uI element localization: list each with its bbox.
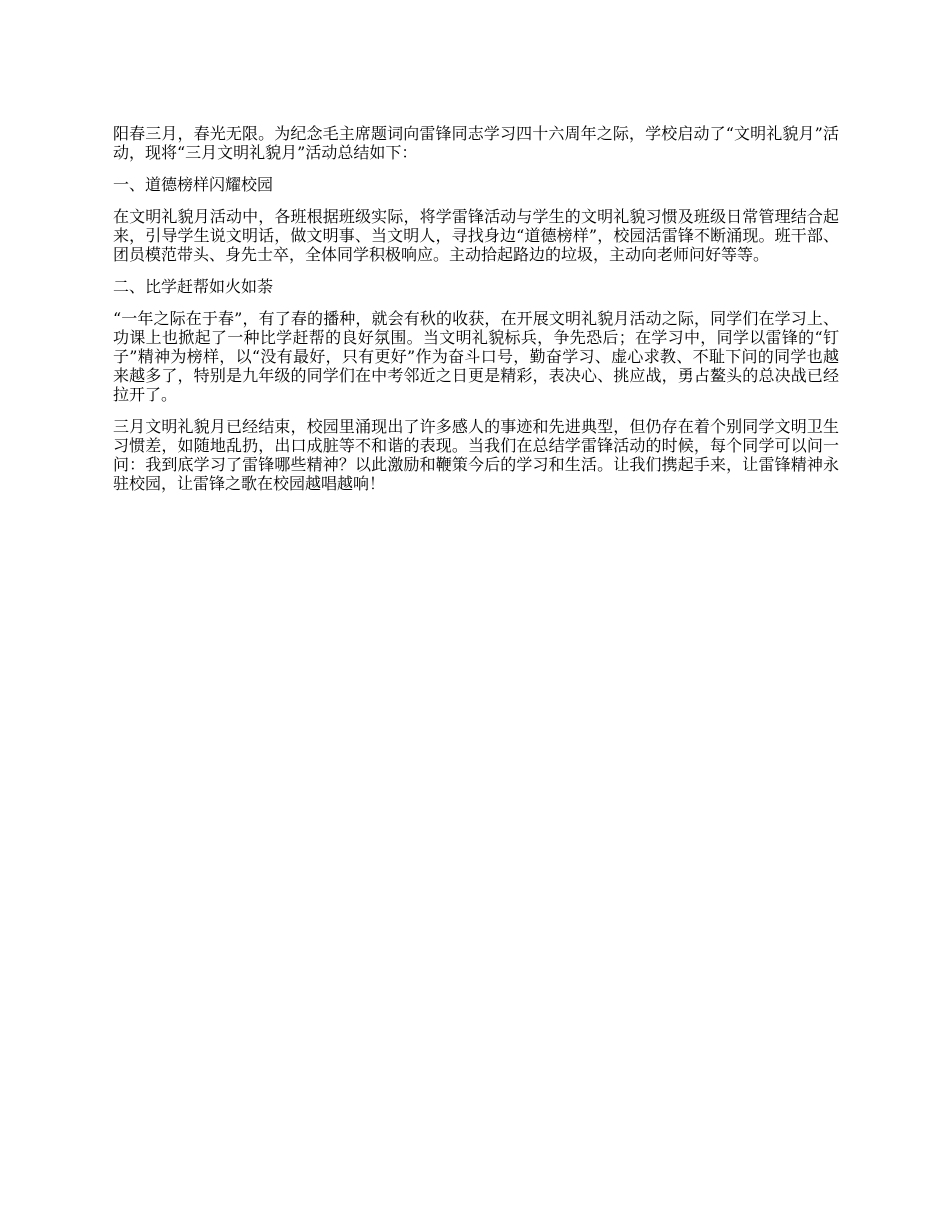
intro-paragraph: 阳春三月，春光无限。为纪念毛主席题词向雷锋同志学习四十六周年之际，学校启动了“文明礼貌月”活动，现将“三月文明礼貌月”活动总结如下：	[113, 124, 839, 162]
section-1-heading: 一、道德榜样闪耀校园	[113, 175, 274, 194]
section-2-paragraph: “一年之际在于春”，有了春的播种，就会有秋的收获，在开展文明礼貌月活动之际，同学们在学习上、功课上也掀起了一种比学赶帮的良好氛围。当文明礼貌标兵，争先恐后；在学习中，同学以雷锋的“钉子”精神为榜样，以“没有最好，只有更好”作为奋斗口号，勤奋学习、虚心求教、不耻下问的同学也越来越多了，特别是九年级的同学们在中考邻近之日更是精彩，表决心、挑应战，勇占鳌头的总决战已经拉开了。	[113, 309, 839, 404]
section-2-heading: 二、比学赶帮如火如荼	[113, 277, 274, 296]
conclusion-paragraph: 三月文明礼貌月已经结束，校园里涌现出了许多感人的事迹和先进典型，但仍存在着个别同学文明卫生习惯差，如随地乱扔，出口成脏等不和谐的表现。当我们在总结学雷锋活动的时候，每个同学可以问一问：我到底学习了雷锋哪些精神？以此激励和鞭策今后的学习和生活。让我们携起手来，让雷锋精神永驻校园，让雷锋之歌在校园越唱越响！	[113, 417, 839, 493]
document-page	[113, 124, 839, 506]
section-1-paragraph: 在文明礼貌月活动中，各班根据班级实际，将学雷锋活动与学生的文明礼貌习惯及班级日常管理结合起来，引导学生说文明话，做文明事、当文明人，寻找身边“道德榜样”，校园活雷锋不断涌现。班干部、团员模范带头、身先士卒，全体同学积极响应。主动拾起路边的垃圾，主动向老师问好等等。	[113, 207, 839, 264]
